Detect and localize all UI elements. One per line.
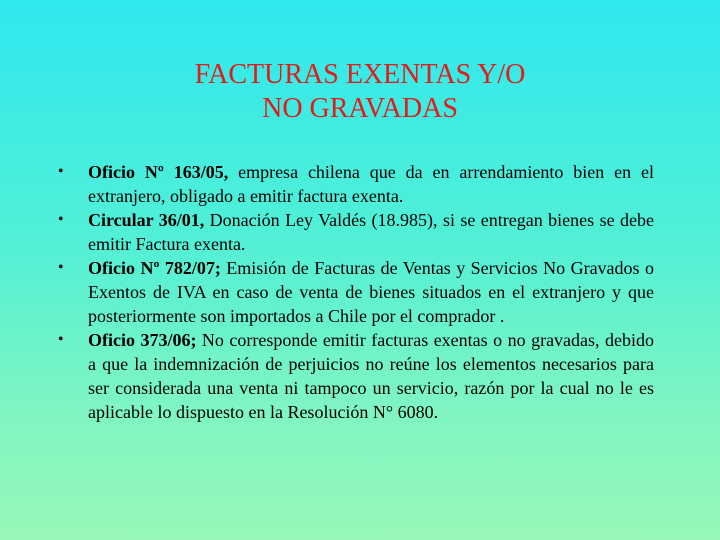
bullet-item <box>58 208 654 256</box>
bullet-text: empresa chilena que da en arrendamiento bien en el extranjero, obligado a emitir factura exenta. <box>88 162 654 206</box>
slide-title <box>0 58 720 126</box>
bullet-item <box>58 256 654 328</box>
bullet-text: Donación Ley Valdés (18.985), si se entregan bienes se debe emitir Factura exenta. <box>88 210 654 254</box>
bullet-dot-icon: • <box>58 331 64 348</box>
bullet-dot-icon: • <box>58 211 64 228</box>
bullet-lead: Circular 36/01, <box>88 210 205 230</box>
bullet-lead: Oficio Nº 163/05, <box>88 162 229 182</box>
slide-title-line-2: NO GRAVADAS <box>262 93 458 124</box>
bullet-dot-icon: • <box>58 163 64 180</box>
bullet-text: Emisión de Facturas de Ventas y Servicios No Gravados o Exentos de IVA en caso de venta de bienes situados en el extranjero y que posteriormente son importados a Chile por el comprador . <box>88 258 655 326</box>
slide-title-line-1: FACTURAS EXENTAS Y/O <box>194 59 526 90</box>
bullet-text: No corresponde emitir facturas exentas o no gravadas, debido a que la indemnización de perjuicios no reúne los elementos necesarios para ser considerada una venta ni tampoco un servicio, razón por la cual no le es aplicable lo dispuesto en la Resolución N° 6080. <box>88 330 654 422</box>
bullet-dot-icon: • <box>58 259 64 276</box>
bullet-list <box>58 160 654 424</box>
bullet-lead: Oficio Nº 782/07; <box>88 258 221 278</box>
bullet-item <box>58 160 654 208</box>
bullet-item <box>58 328 654 424</box>
bullet-lead: Oficio 373/06; <box>88 330 197 350</box>
